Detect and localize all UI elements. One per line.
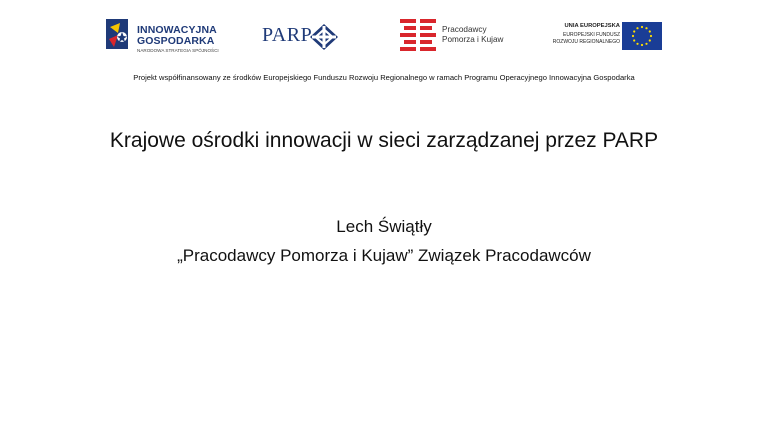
ig-line1: INNOWACYJNA [137, 24, 217, 36]
eu-line3: ROZWOJU REGIONALNEGO [552, 39, 620, 45]
ig-tagline: NARODOWA STRATEGIA SPÓJNOŚCI [137, 48, 219, 53]
slide-author: Lech Świątły [336, 217, 432, 236]
pracodawcy-logo [400, 19, 510, 53]
ppk-line1: Pracodawcy [442, 25, 487, 34]
slide-title: Krajowe ośrodki innowacji w sieci zarządzanej przez PARP [109, 129, 659, 152]
eu-line1: UNIA EUROPEJSKA [564, 23, 620, 29]
ppk-stripes-icon [400, 19, 436, 51]
eu-logo [540, 20, 664, 54]
parp-diamond-icon [310, 24, 338, 50]
ig-star-icon [106, 17, 134, 53]
innowacyjna-gospodarka-logo [106, 17, 226, 55]
slide-organization: „Pracodawcy Pomorza i Kujaw” Związek Pracodawców [177, 246, 591, 265]
logo-bar [0, 0, 768, 70]
parp-text: PARP [262, 24, 313, 46]
cofinance-note: Projekt współfinansowany ze środków Europejskiego Funduszu Rozwoju Regionalnego w ramach Programu Operacyjnego Innowacyjna Gospodarka [133, 73, 635, 82]
ppk-line2: Pomorza i Kujaw [442, 35, 504, 44]
parp-logo [262, 22, 342, 52]
eu-line2: EUROPEJSKI FUNDUSZ [563, 32, 620, 38]
ig-line2: GOSPODARKA [137, 35, 215, 47]
eu-flag-icon [622, 22, 662, 50]
